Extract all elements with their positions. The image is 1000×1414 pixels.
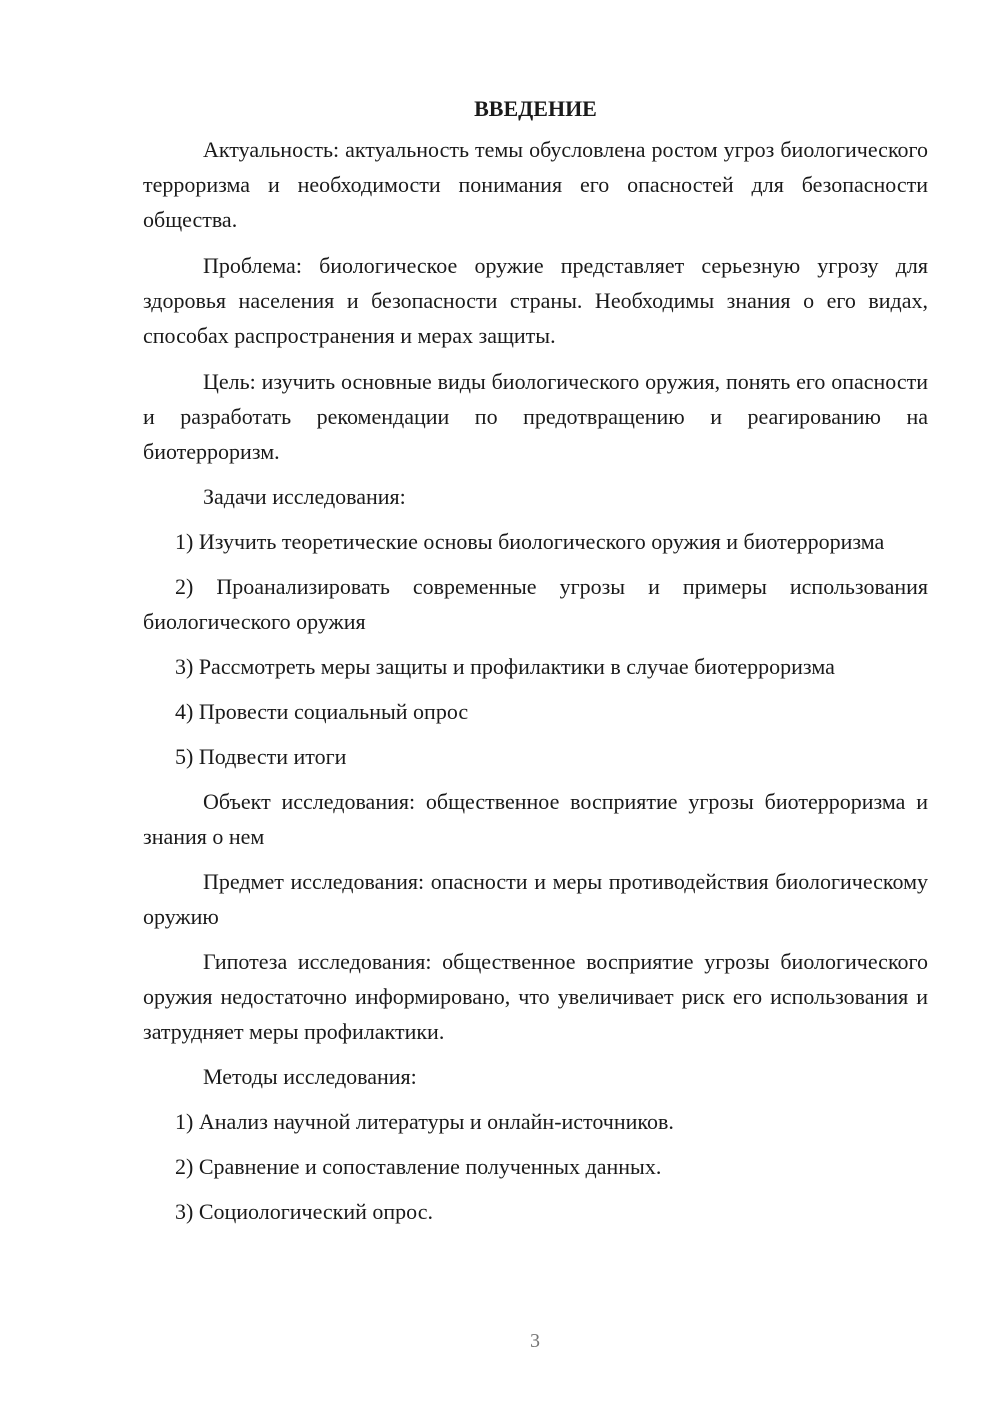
task-item-2: 2) Проанализировать современные угрозы и примеры использования биологического оружия [143, 574, 928, 634]
task-item-4: 4) Провести социальный опрос [175, 699, 469, 724]
page-number: 3 [530, 1330, 540, 1352]
task-item-1: 1) Изучить теоретические основы биологического оружия и биотерроризма [175, 529, 885, 554]
method-item-3: 3) Социологический опрос. [175, 1199, 433, 1224]
relevance-paragraph: Актуальность: актуальность темы обусловлена ростом угроз биологического терроризма и необходимости понимания его опасностей для безопасности общества. [143, 137, 928, 232]
method-item-2: 2) Сравнение и сопоставление полученных данных. [175, 1154, 662, 1179]
subject-paragraph: Предмет исследования: опасности и меры противодействия биологическому оружию [143, 869, 928, 929]
hypothesis-paragraph: Гипотеза исследования: общественное восприятие угрозы биологического оружия недостаточно информировано, что увеличивает риск его использования и затрудняет меры профилактики. [143, 949, 928, 1044]
tasks-heading: Задачи исследования: [203, 484, 406, 509]
task-item-3: 3) Рассмотреть меры защиты и профилактики в случае биотерроризма [175, 654, 835, 679]
document-page [143, 92, 928, 1229]
task-item-5: 5) Подвести итоги [175, 744, 347, 769]
problem-paragraph: Проблема: биологическое оружие представляет серьезную угрозу для здоровья населения и безопасности страны. Необходимы знания о его видах, способах распространения и мерах защиты. [143, 253, 928, 348]
section-title: ВВЕДЕНИЕ [474, 96, 597, 121]
method-item-1: 1) Анализ научной литературы и онлайн-источников. [175, 1109, 674, 1134]
object-paragraph: Объект исследования: общественное восприятие угрозы биотерроризма и знания о нем [143, 789, 928, 849]
methods-heading: Методы исследования: [203, 1064, 417, 1089]
goal-paragraph: Цель: изучить основные виды биологического оружия, понять его опасности и разработать рекомендации по предотвращению и реагированию на биотерроризм. [143, 369, 928, 464]
